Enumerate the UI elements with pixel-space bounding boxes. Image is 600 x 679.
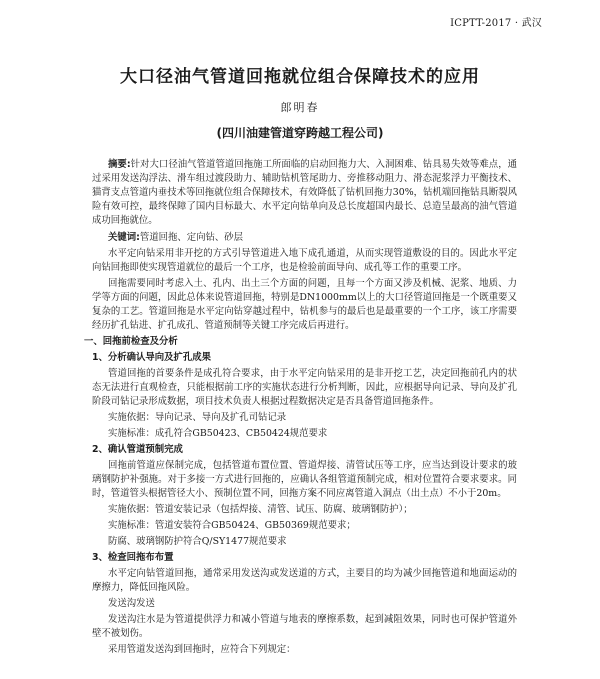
author-affiliation: (四川油建管道穿跨越工程公司) xyxy=(216,126,384,140)
body-paragraph: 实施依据：管道安装记录（包括焊接、清管、试压、防腐、玻璃钢防护）； xyxy=(107,504,413,515)
conference-tag: ICPTT-2017 · 武汉 xyxy=(450,18,542,29)
body-paragraph: 回拖需要同时考虑入土、孔内、出土三个方面的问题，且每一个方面又涉及机械、泥浆、地质、力学等方面的问题，因此总体来说管道回拖，特别是DN1000mm以上的大口径管道回拖是一个既重要又复杂的工艺。管道回拖是水平定向钻穿越过程中，钻机参与的最后也是最重要的一个工序，该工序需要经历扩孔钻进、扩孔成孔、管道预制等关键工序完成后再进行。 xyxy=(92,278,517,331)
keywords xyxy=(92,231,517,245)
abstract xyxy=(92,158,517,228)
subsection-heading: 3、检查回拖布布置 xyxy=(92,552,174,563)
body-paragraph: 回拖前管道应保制完成，包括管道布置位置、管道焊接、清管试压等工序，应当达到设计要求的玻璃钢防护补强施。对于多接一方式进行回拖的，应确认各组管道预制完成，相对位置符合要求要求。同时，管道管头根据管径大小、预制位置不同，回拖方案不同应离管道入洞点（出土点）不小于20m。 xyxy=(92,460,517,499)
body-paragraph: 发送沟发送 xyxy=(107,598,155,609)
body-paragraph: 实施标准：管道安装符合GB50424、GB50369规范要求； xyxy=(107,520,356,531)
body-paragraph: 实施标准：成孔符合GB50423、CB50424规范要求 xyxy=(107,428,328,439)
paper-body xyxy=(84,158,517,659)
author-name: 郎明春 xyxy=(280,101,320,114)
body-paragraph: 实施依据：导向记录、导向及扩孔司钻记录 xyxy=(107,412,287,423)
abstract-text: 针对大口径油气管道管道回拖施工所面临的启动回拖力大、入洞困难、钻具易失效等难点，通过采用发送沟浮法、滑车组过渡段助力、辅助钻机管尾助力、旁推移动阻力、滑态泥浆浮力平衡技术、猫背支点管道内垂技术等回拖就位组合保障技术，有效降低了钻机回拖力30%，钻机端回拖钻具断裂风险有效可控，最终保障了国内目标最大、水平定向钻单向及总长度超国内最长、总造呈最高的油气管道成功回拖就位。 xyxy=(92,159,517,226)
keywords-label: 关键词: xyxy=(107,232,140,243)
paper-title: 大口径油气管道回拖就位组合保障技术的应用 xyxy=(120,67,480,87)
body-paragraph: 管道回拖的首要条件是成孔符合要求，由于水平定向钻采用的是非开挖工艺，决定回拖前孔内的状态无法进行直观检查，只能根据前工序的实施状态进行分析判断，因此，应根据导向记录、导向及扩孔阶段司钻记录形成数据，项目技术负责人根据过程数据决定是否具备管道回拖条件。 xyxy=(92,368,517,407)
body-paragraph: 防腐、玻璃钢防护符合Q/SY1477规范要求 xyxy=(107,536,287,547)
keywords-text: 管道回拖、定向钻、砂层 xyxy=(139,232,243,243)
body-paragraph: 采用管道发送沟到回拖时，应符合下列规定： xyxy=(107,644,296,655)
body-paragraph: 发送沟注水是为管道提供浮力和减小管道与地表的摩擦系数，起到减阻效果，同时也可保护管道外壁不被划伤。 xyxy=(92,614,517,639)
body-paragraph: 水平定向钻采用非开挖的方式引导管道进入地下成孔通道，从而实现管道敷设的目的。因此水平定向钻回拖即使实现管道就位的最后一个工序，也是检验前面导向、成孔等工作的重要工序。 xyxy=(92,248,517,273)
section-heading: 一、回拖前检查及分析 xyxy=(84,336,178,347)
body-paragraph: 水平定向钻管道回拖，通常采用发送沟或发送道的方式，主要目的均为减少回拖管道和地面运动的摩擦力，降低回拖风险。 xyxy=(92,568,517,593)
subsection-heading: 1、分析确认导向及扩孔成果 xyxy=(92,352,212,363)
abstract-label: 摘要: xyxy=(107,159,131,170)
subsection-heading: 2、确认管道预制完成 xyxy=(92,444,183,455)
body-sections xyxy=(84,247,517,657)
